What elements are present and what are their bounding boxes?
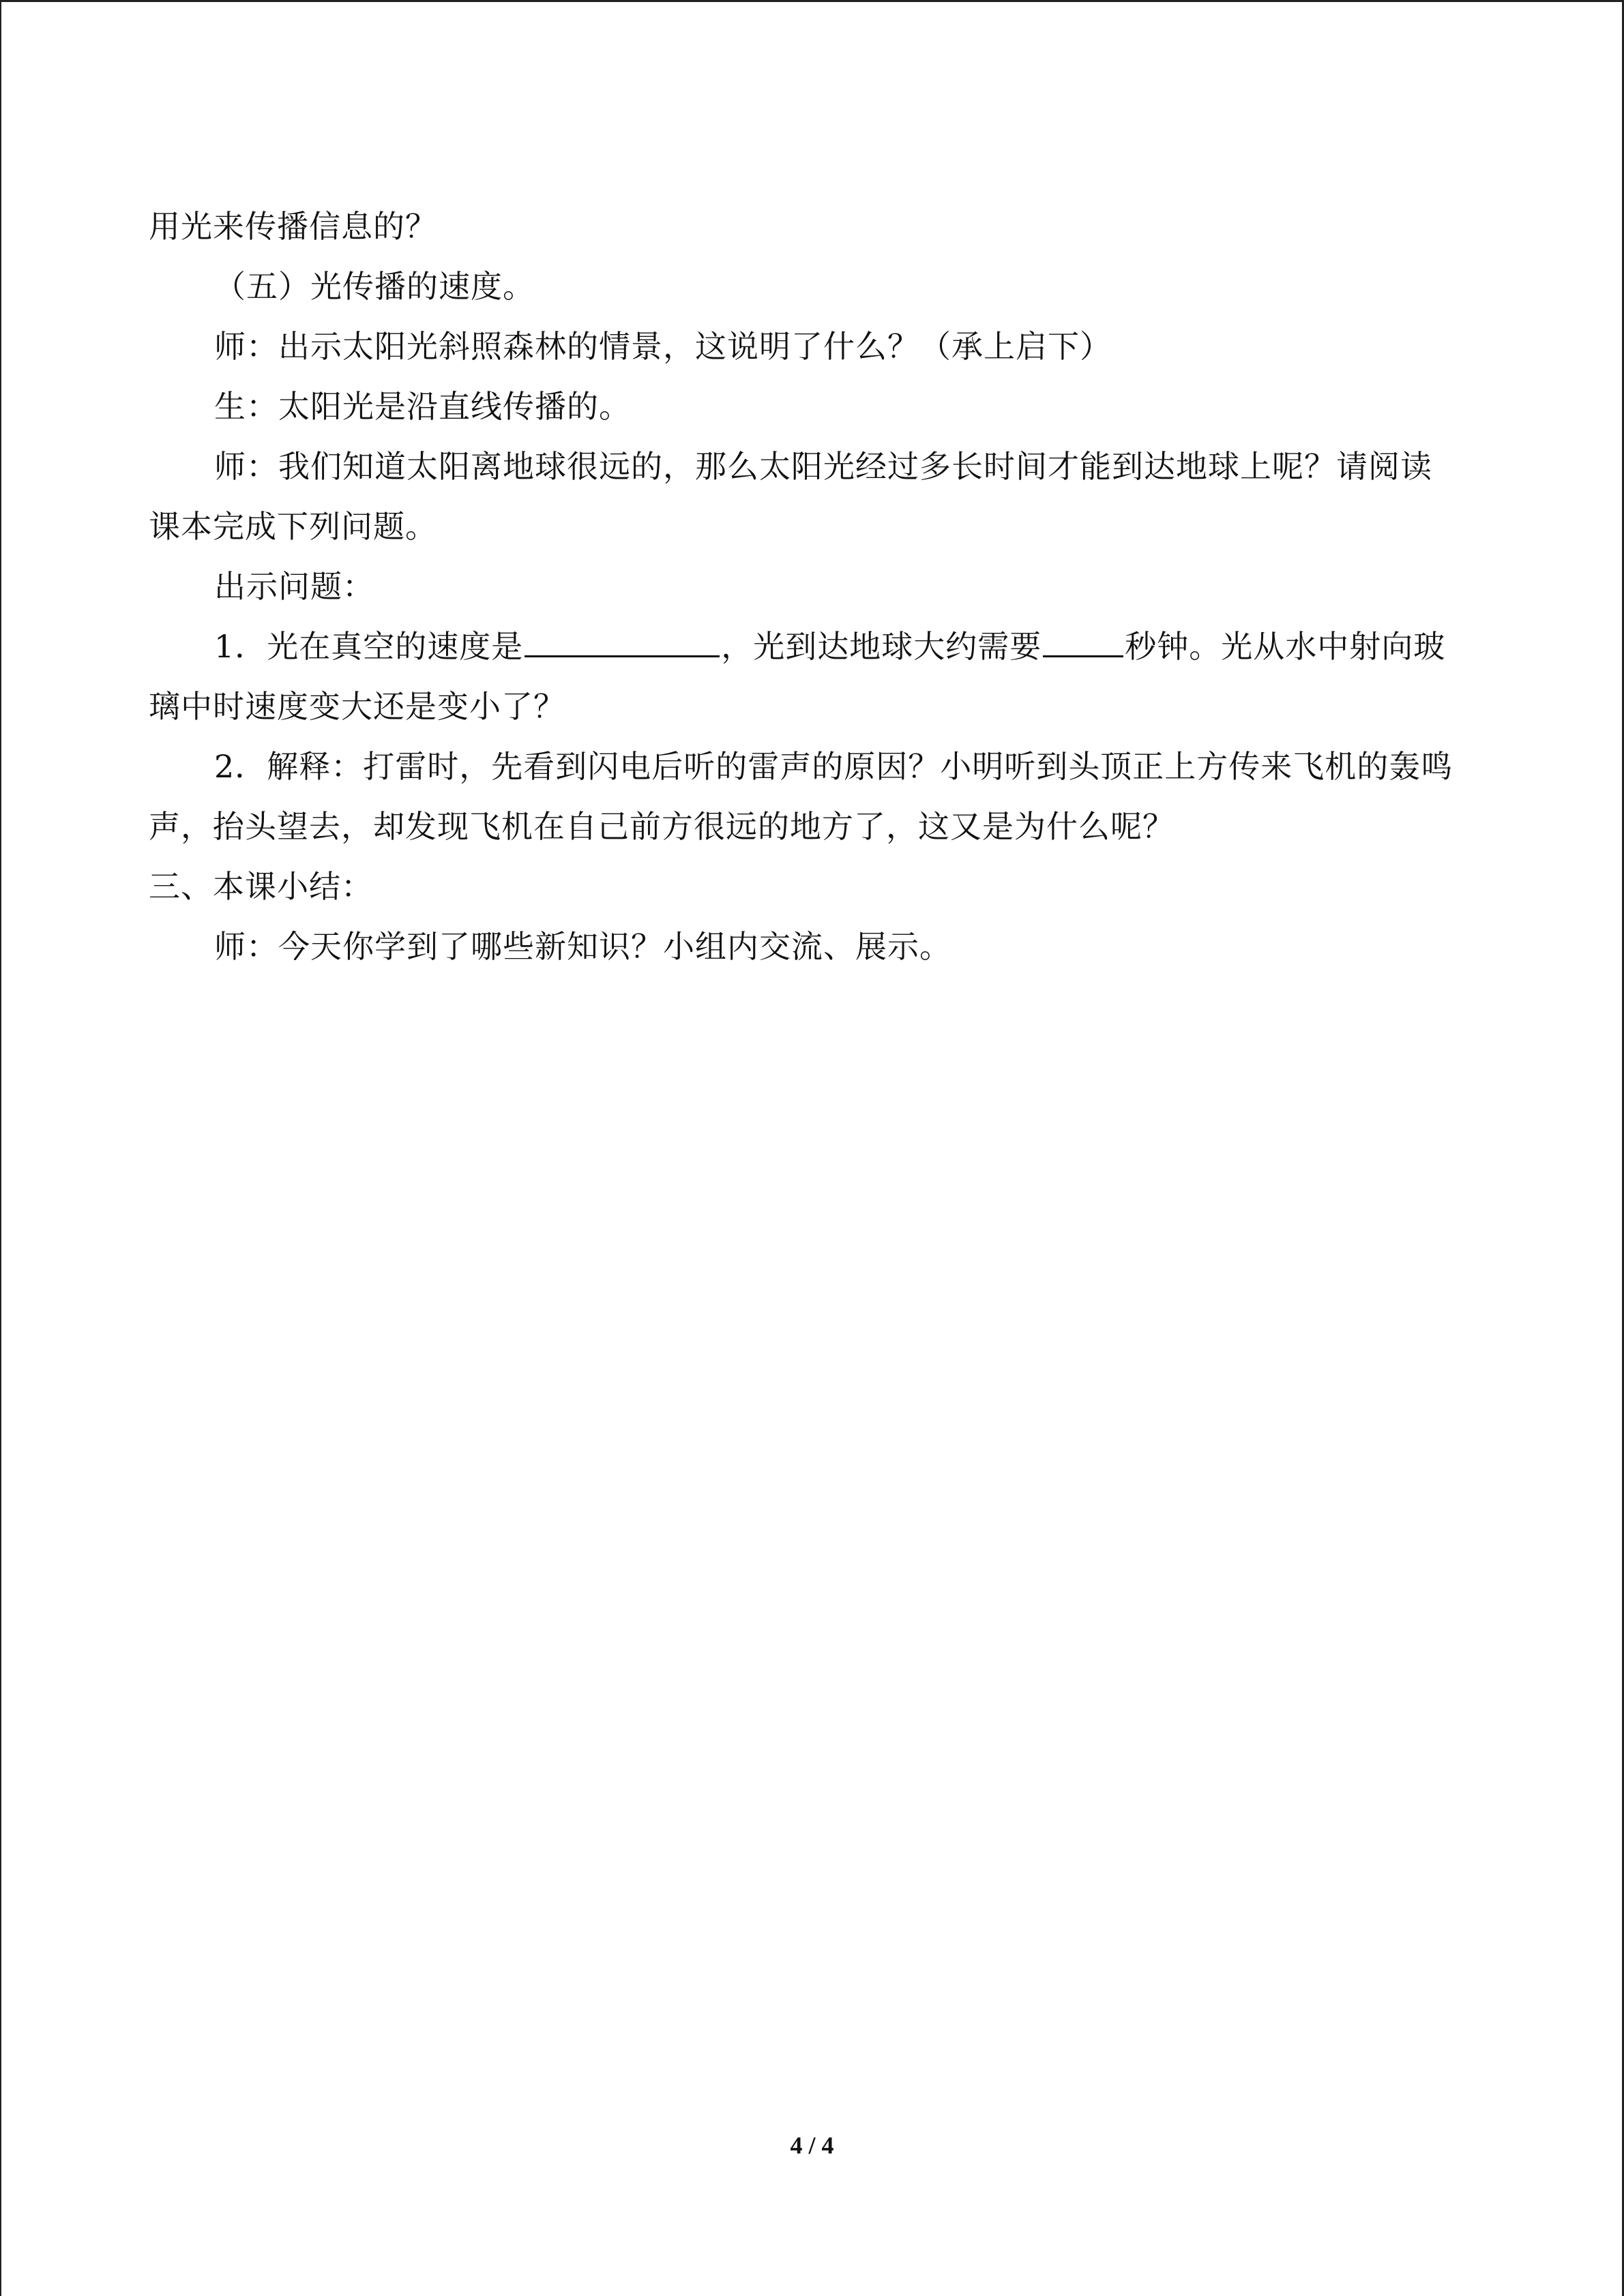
paragraph-line: 师：我们知道太阳离地球很远的，那么太阳光经过多长时间才能到达地球上呢？请阅读 <box>214 448 1432 485</box>
question-1-part-a: 1．光在真空的速度是 <box>214 628 524 665</box>
paragraph-line: 师：今天你学到了哪些新知识？小组内交流、展示。 <box>214 928 951 965</box>
fill-blank-seconds[interactable] <box>1043 627 1123 657</box>
question-1-part-c: 秒钟。光从水中射向玻 <box>1125 628 1446 665</box>
paragraph-line: 出示问题： <box>214 568 374 605</box>
paragraph-line: 用光来传播信息的？ <box>149 208 437 245</box>
paragraph-line: 生：太阳光是沿直线传播的。 <box>214 388 631 425</box>
question-1-part-b: ，光到达地球大约需要 <box>721 628 1042 665</box>
section-heading: （五）光传播的速度。 <box>214 268 535 305</box>
section-heading: 三、本课小结： <box>149 868 373 905</box>
fill-blank-speed[interactable] <box>525 627 720 657</box>
page-number: 4 / 4 <box>790 2132 834 2159</box>
paragraph-line: 声，抬头望去，却发现飞机在自己前方很远的地方了，这又是为什么呢？ <box>149 808 1175 845</box>
paragraph-line: 璃中时速度变大还是变小了？ <box>149 688 565 725</box>
paragraph-line: 师：出示太阳光斜照森林的情景，这说明了什么？（承上启下） <box>214 328 1112 365</box>
question-2: 2．解释：打雷时，先看到闪电后听的雷声的原因？小明听到头顶正上方传来飞机的轰鸣 <box>214 748 1453 785</box>
paragraph-line: 课本完成下列问题。 <box>149 508 437 545</box>
question-1 <box>214 626 1445 667</box>
